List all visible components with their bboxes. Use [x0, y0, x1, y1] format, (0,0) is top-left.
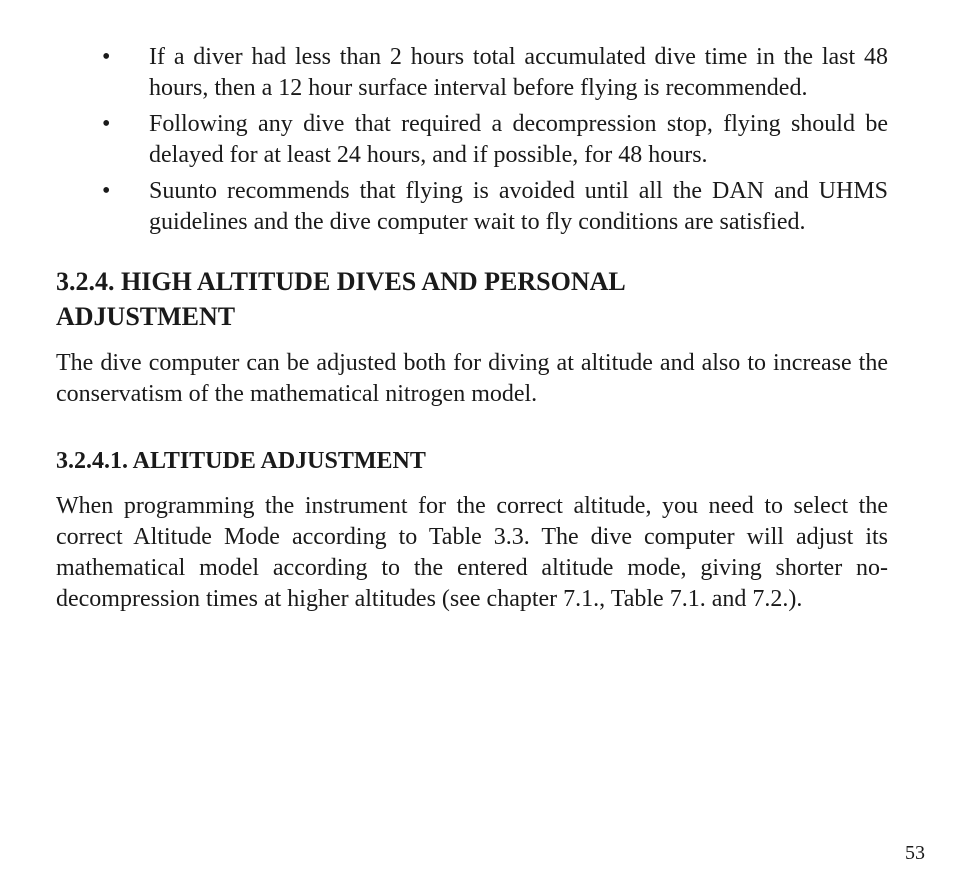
document-page [56, 42, 888, 615]
list-item [56, 109, 888, 171]
subsection-paragraph: When programming the instrument for the correct altitude, you need to select the correct Altitude Mode according to Table 3.3. The dive computer will adjust its mathematical model according to the entered altitude mode, giving shorter no-decompression times at higher altitudes (see chapter 7.1., Table 7.1. and 7.2.). [56, 493, 888, 612]
bullet-text: Suunto recommends that flying is avoided until all the DAN and UHMS guidelines and the dive computer wait to fly conditions are satisfied. [149, 178, 888, 235]
bullet-text: If a diver had less than 2 hours total accumulated dive time in the last 48 hours, then a 12 hour surface interval before flying is recommended. [149, 44, 888, 101]
page-number: 53 [905, 842, 925, 864]
bullet-list [56, 42, 888, 238]
bullet-marker: • [102, 111, 111, 137]
list-item [56, 176, 888, 238]
bullet-marker: • [102, 178, 111, 204]
subsection-heading: 3.2.4.1. ALTITUDE ADJUSTMENT [56, 448, 426, 474]
bullet-text: Following any dive that required a decompression stop, flying should be delayed for at least 24 hours, and if possible, for 48 hours. [149, 111, 888, 168]
section-heading: 3.2.4. HIGH ALTITUDE DIVES AND PERSONAL ADJUSTMENT [56, 267, 625, 331]
section-paragraph: The dive computer can be adjusted both for diving at altitude and also to increase the conservatism of the mathematical nitrogen model. [56, 350, 888, 407]
list-item [56, 42, 888, 104]
bullet-marker: • [102, 44, 111, 70]
